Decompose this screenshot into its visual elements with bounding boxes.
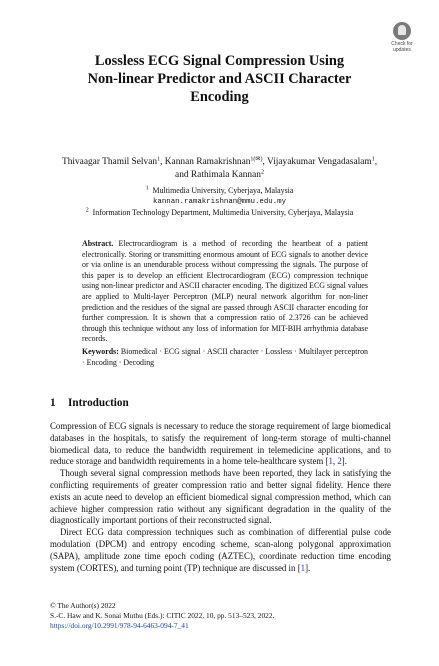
title-line-2: Non-linear Predictor and ASCII Character [87,71,352,87]
paragraph-3 [50,527,391,574]
title-line-3: Encoding [190,89,249,105]
author-joiner: and [175,169,189,180]
check-for-updates-badge[interactable] [389,22,415,56]
paragraph-2: Though several signal compression methods have been reported, they lack in satisfying the conflicting requirements of greater compression ratio and better signal fidelity. Hence there exists an acute need to develop an efficient biomedical signal compression method, which can achieve higher compression ratio without any significant degradation in the quality of the diagnostically important portions of their reconstructed signal. [50,468,391,526]
section-number: 1 [50,397,56,409]
copyright-line: © The Author(s) 2022 [50,601,116,610]
cite-bracket: [ [297,562,301,573]
citation-link[interactable]: 1 [328,456,333,467]
paper-title [50,52,389,106]
author-list: Thivaagar Thamil Selvan$^1$, Kannan Ramakrishnan$^{1(✉)}$, Vijayakumar Vengadasalam$^1$, and Rathimala Kannan$^2$ [61,156,378,180]
doi-link[interactable]: https://doi.org/10.2991/978-94-6463-094-7_41 [50,620,189,630]
citation-line: S.-C. Haw and K. Sonai Muthu (Eds.): CITIC 2022, 10, pp. 513–523, 2022. [50,610,275,620]
keywords-label: Keywords: [82,347,119,356]
citation-link[interactable]: 1 [300,562,306,573]
keywords-text: Biomedical · ECG signal · ASCII character · Lossless · Multilayer perceptron · Encoding · Decoding [82,347,368,367]
paragraph-text: Compression of ECG signals is necessary to reduce the storage requirement of large biomedical databases in the hospitals, to satisfy the requirement of long-term storage of multi-channel biomedical data, to reduce the bandwidth requirement in telemedicine applications, and to reduce storage and bandwidth requirements in a home tele-healthcare system [50,421,391,467]
affiliations [38,186,401,218]
affil-mark: 2 [85,207,89,214]
bookmark-icon [393,22,411,40]
body-text [50,421,391,574]
author-name: Kannan Ramakrishnan [164,157,251,167]
cite-bracket: ]. [341,456,347,467]
section-heading [50,397,129,409]
author-affil-mark: 1(✉) [250,156,263,163]
affil-mark: 1 [145,185,149,192]
keywords [82,347,368,368]
cite-bracket: [ [325,456,329,467]
abstract-label: Abstract. [82,239,114,248]
badge-line-1: Check for [391,41,413,47]
author-name: Rathimala Kannan [190,169,261,180]
affiliation-2 [38,208,401,219]
affiliation-text: Information Technology Department, Multimedia University, Cyberjaya, Malaysia [92,207,354,217]
abstract-text: Electrocardiogram is a method of recording the heartbeat of a patient electronically. Storing or transmitting enormous amount of ECG signals to another device or via online is an unendurable process without compressing the signals. The purpose of this paper is to develop an efficient Electrocardiogram (ECG) compression technique using non-linear predictor and ASCII character encoding. The digitized ECG signal values are applied to Multi-layer Perceptron (MLP) neural network algorithm for non-liner prediction and the residues of the signal are passed through ASCII character encoding for further compression. It is shown that a compression ratio of 2.3726 can be achieved through this technique without any loss of information for MIT-BIH arrhythmia database records. [82,239,368,344]
affiliation-1 [38,186,401,197]
cite-separator: , [332,456,338,467]
paragraph-text: Direct ECG data compression techniques such as combination of differential pulse code modulation (DPCM) and entropy encoding scheme, scan-along polygonal approximation (SAPA), amplitude zone time epoch coding (AZTEC), coordinate reduction time encoding system (CORTES), and turning point (TP) technique are discussed in [50,527,391,573]
author-affil-mark: 2 [260,169,264,176]
badge-text [389,42,415,53]
abstract [82,239,368,345]
cite-bracket: ]. [305,562,311,573]
title-line-1: Lossless ECG Signal Compression Using [94,53,345,69]
page-footer [50,601,391,631]
badge-line-2: updates [393,46,411,53]
paragraph-1 [50,421,391,468]
section-title: Introduction [68,397,129,409]
author-affil-mark: 1 [371,156,375,163]
author-affil-mark: 1 [157,156,161,163]
affiliation-text: Multimedia University, Cyberjaya, Malaysia [152,186,294,195]
author-name: Vijayakumar Vengadasalam [266,157,372,167]
author-name: Thivaagar Thamil Selvan [61,157,158,167]
citation-link[interactable]: 2 [337,456,342,467]
corresponding-email[interactable]: kannan.ramakrishnan@mmu.edu.my [152,197,287,206]
